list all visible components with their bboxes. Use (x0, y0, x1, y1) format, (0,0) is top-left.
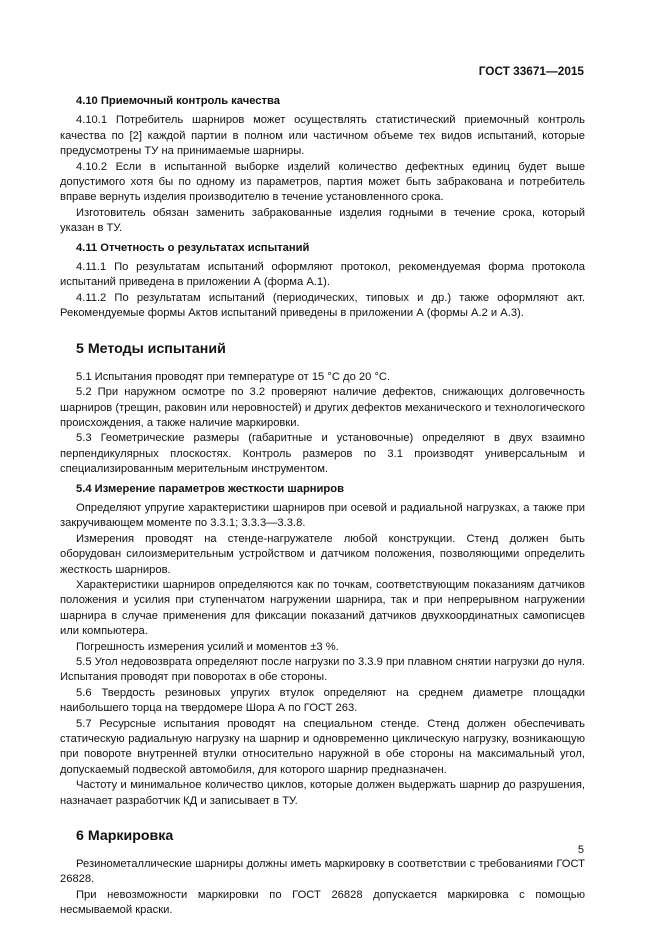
paragraph: 5.2 При наружном осмотре по 3.2 проверяют наличие дефектов, снижающих долговечность шарниров (трещин, раковин или неровностей) и других дефектов механического и технологического происхождения, а также наличие маркировки. (60, 386, 586, 429)
paragraph: Резинометаллические шарниры должны иметь маркировку в соответствии с требованиями ГОСТ 26828. (60, 858, 585, 886)
paragraph: 4.10.1 Потребитель шарниров может осуществлять статистический приемочный контроль качества по [2] каждой партии в полном или частичном объеме тех видов испытаний, которые предусмотрены ТУ на принимаемые шарниры. (60, 114, 585, 158)
paragraph: Определяют упругие характеристики шарниров при осевой и радиальной нагрузках, а также при закручивающем моменте по 3.3.1; 3.3.3—3.3.8. (60, 501, 585, 530)
paragraph: 5.6 Твердость резиновых упругих втулок определяют на среднем диаметре площадки наибольшего торца на твердомере Шора А по ГОСТ 263. (60, 686, 585, 715)
paragraph: Характеристики шарниров определяются как по точкам, соответствующим показаниям датчиков положения и усилия при ступенчатом нагружении шарнира, так и при непрерывном нагружении шарнира в случае применения для фиксации показаний датчиков двухкоординатных самописцев или компьютера. (60, 578, 585, 638)
subsection-heading-5-4: 5.4 Измерение параметров жесткости шарниров (76, 482, 344, 495)
paragraph: 4.11.2 По результатам испытаний (периодических, типовых и др.) также оформляют акт. Рекомендуемые формы Актов испытаний приведены в приложении А (формы А.2 и А.3). (60, 291, 585, 320)
document-body (60, 94, 585, 919)
section-heading-5: 5 Методы испытаний (76, 340, 226, 357)
paragraph: Частоту и минимальное количество циклов, которые должен выдержать шарнир до разрушения, назначает разработчик КД и записывает в ТУ. (60, 779, 585, 807)
section-heading-6: 6 Маркировка (76, 828, 174, 845)
paragraph: 5.7 Ресурсные испытания проводят на специальном стенде. Стенд должен обеспечивать статическую радиальную нагрузку на шарнир и одновременно циклическую нагрузку, возникающую при повороте внутренней втулки относительно наружной в обе стороны на максимальный угол, допускаемый подвеской автомобиля, для которого шарнир предназначен. (60, 717, 585, 776)
document-id: ГОСТ 33671—2015 (478, 64, 584, 78)
paragraph: Изготовитель обязан заменить забракованные изделия годными в течение срока, который указан в ТУ. (60, 206, 585, 235)
paragraph: 4.10.2 Если в испытанной выборке изделий количество дефектных единиц будет выше допустимого хотя бы по одному из параметров, партия может быть забракована и потребитель вправе вернуть изделия производителю в течение установленного срока. (60, 160, 585, 204)
subsection-heading-4-11: 4.11 Отчетность о результатах испытаний (76, 241, 310, 254)
paragraph: 5.3 Геометрические размеры (габаритные и установочные) определяют в двух взаимно перпендикулярных плоскостях. Контроль размеров по 3.1 производят универсальным и специализированным мерительным инструментом. (60, 432, 585, 476)
paragraph: При невозможности маркировки по ГОСТ 26828 допускается маркировка с помощью несмываемой краски. (60, 888, 585, 917)
page-number: 5 (577, 843, 584, 856)
paragraph: 5.5 Угол недовозврата определяют после нагрузки по 3.3.9 при плавном снятии нагрузки до нуля. Испытания проводят при поворотах в обе стороны. (60, 656, 585, 684)
paragraph: Погрешность измерения усилий и моментов ±3 %. (76, 640, 339, 653)
paragraph: 5.1 Испытания проводят при температуре от 15 °С до 20 °С. (76, 370, 391, 383)
paragraph: Измерения проводят на стенде-нагружателе любой конструкции. Стенд должен быть оборудован силоизмерительным устройством и датчиком положения, позволяющими определить жесткость шарниров. (60, 532, 585, 576)
subsection-heading-4-10: 4.10 Приемочный контроль качества (76, 95, 280, 107)
paragraph: 4.11.1 По результатам испытаний оформляют протокол, рекомендуемая форма протокола испытаний приведена в приложении А (форма А.1). (60, 261, 585, 289)
